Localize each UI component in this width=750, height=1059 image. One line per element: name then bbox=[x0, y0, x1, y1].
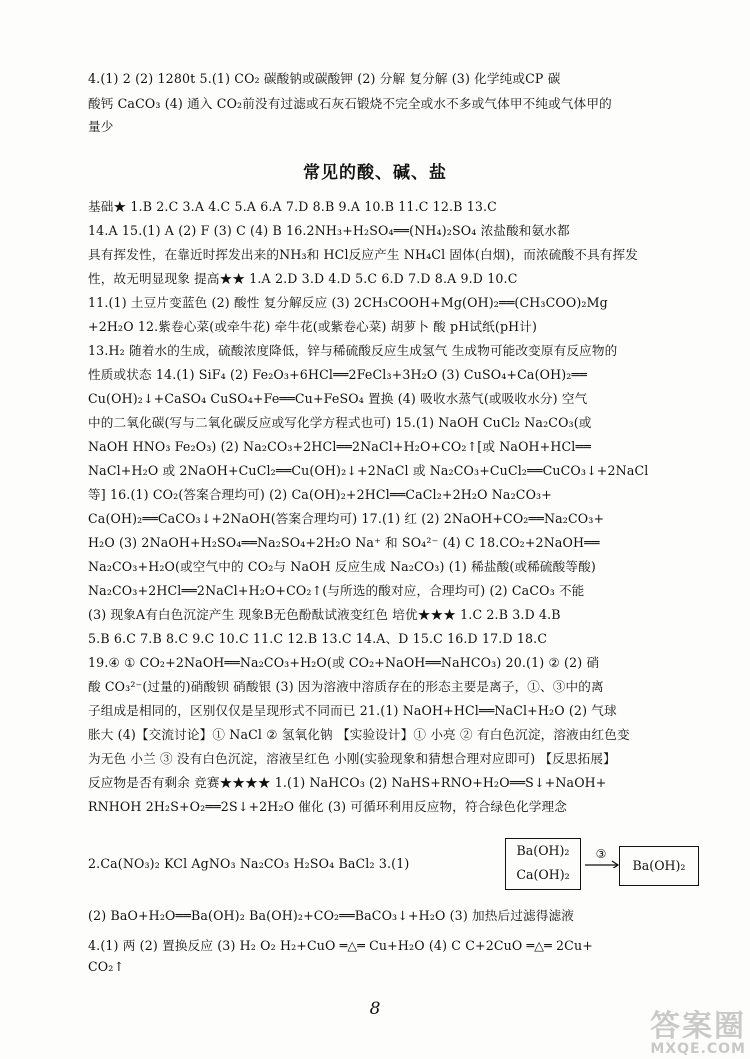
body-line: Cu(OH)₂↓+CaSO₄ CuSO₄+Fe══Cu+FeSO₄ 置换 (4) 吸收水蒸气(或吸收水分) 空气 bbox=[88, 391, 588, 406]
body-line: 为无色 小兰 ③ 没有白色沉淀，溶液呈红色 小刚(实验现象和猜想合理对应即可) 【反思拓展】 bbox=[88, 751, 616, 766]
body-line: Na₂CO₃+H₂O(或空气中的 CO₂与 NaOH 反应生成 Na₂CO₃) (1) 稀盐酸(或稀硫酸等酸) bbox=[88, 559, 596, 574]
watermark-logo bbox=[598, 1009, 746, 1058]
body-line: Ca(OH)₂══CaCO₃↓+2NaOH(答案合理均可) 17.(1) 红 (2) 2NaOH+CO₂══Na₂CO₃+ bbox=[88, 511, 605, 526]
body-line: 中的二氧化碳(写与二氧化碳反应或写化学方程式也可) 15.(1) NaOH CuCl₂ Na₂CO₃(或 bbox=[88, 415, 592, 430]
body-line: 14.A 15.(1) A (2) F (3) C (4) B 16.2NH₃+H₂SO₄══(NH₄)₂SO₄ 浓盐酸和氨水都 bbox=[88, 223, 570, 238]
intro-line: 4.(1) 2 (2) 1280t 5.(1) CO₂ 碳酸钠或碳酸钾 (2) 分解 复分解 (3) 化学纯或CP 碳 bbox=[88, 71, 561, 86]
section-title: 常见的酸、碱、盐 bbox=[303, 163, 447, 183]
arrow-label: ③ bbox=[595, 848, 607, 861]
body-line: +2H₂O 12.紫卷心菜(或牵牛花) 牵牛花(或紫卷心菜) 胡萝卜 酸 pH试纸(pH计) bbox=[88, 319, 538, 334]
body-line: RNHOH 2H₂S+O₂══2S↓+2H₂O 催化 (3) 可循环利用反应物，符合绿色化学理念 bbox=[88, 799, 567, 814]
body-line: (3) 现象A有白色沉淀产生 现象B无色酚酞试液变红色 培优★★★ 1.C 2.B 3.D 4.B bbox=[88, 607, 561, 622]
tail-line: CO₂↑ bbox=[88, 959, 125, 974]
body-line: 11.(1) 土豆片变蓝色 (2) 酸性 复分解反应 (3) 2CH₃COOH+Mg(OH)₂══(CH₃COO)₂Mg bbox=[88, 295, 608, 310]
body-line: 具有挥发性，在靠近时挥发出来的NH₃和 HCl反应产生 NH₄Cl 固体(白烟)，而浓硫酸不具有挥发 bbox=[88, 247, 638, 262]
body-line: NaOH HNO₃ Fe₂O₃) (2) Na₂CO₃+2HCl══2NaCl+H₂O+CO₂↑[或 NaOH+HCl══ bbox=[88, 439, 591, 454]
body-line: 反应物是否有剩余 竞赛★★★★ 1.(1) NaHCO₃ (2) NaHS+RNO+H₂O══S↓+NaOH+ bbox=[88, 775, 607, 790]
watermark-bottom: MXQE.COM bbox=[650, 1041, 746, 1057]
page-number: 8 bbox=[369, 999, 381, 1019]
body-line: 性，故无明显现象 提高★★ 1.A 2.D 3.D 4.D 5.C 6.D 7.D 8.A 9.D 10.C bbox=[88, 271, 518, 286]
body-line: 基础★ 1.B 2.C 3.A 4.C 5.A 6.A 7.D 8.B 9.A 10.B 11.C 12.B 13.C bbox=[88, 199, 497, 214]
body-line: 胀大 (4)【交流讨论】① NaCl ② 氢氧化钠 【实验设计】① 小亮 ② 有白色沉淀，溶液由红色变 bbox=[88, 727, 630, 742]
body-line: 5.B 6.C 7.B 8.C 9.C 10.C 11.C 12.B 13.C 14.A、D 15.C 16.D 17.D 18.C bbox=[88, 631, 548, 646]
tail-line: 4.(1) 两 (2) 置换反应 (3) H₂ O₂ H₂+CuO ═△═ Cu+H₂O (4) C C+2CuO ═△═ 2Cu+ bbox=[88, 938, 593, 953]
question-2-line: 2.Ca(NO₃)₂ KCl AgNO₃ Na₂CO₃ H₂SO₄ BaCl₂ 3.(1) bbox=[88, 856, 410, 871]
conversion-diagram bbox=[505, 838, 705, 898]
body-line: 19.④ ① CO₂+2NaOH══Na₂CO₃+H₂O(或 CO₂+NaOH══NaHCO₃) 20.(1) ② (2) 硝 bbox=[88, 655, 600, 670]
body-line: 13.H₂ 随着水的生成，硫酸浓度降低，锌与稀硫酸反应生成氢气 生成物可能改变原有反应物的 bbox=[88, 343, 618, 358]
reactant-line: Ca(OH)₂ bbox=[516, 867, 570, 882]
body-line: 等] 16.(1) CO₂(答案合理均可) (2) Ca(OH)₂+2HCl══CaCl₂+2H₂O Na₂CO₃+ bbox=[88, 487, 552, 502]
product-box: Ba(OH)₂ bbox=[619, 846, 699, 886]
reactant-box bbox=[505, 838, 581, 890]
intro-line: 量少 bbox=[88, 119, 114, 134]
body-line: H₂O (3) 2NaOH+H₂SO₄══Na₂SO₄+2H₂O Na⁺ 和 SO₄²⁻ (4) C 18.CO₂+2NaOH══ bbox=[88, 535, 600, 550]
intro-line: 酸钙 CaCO₃ (4) 通入 CO₂前没有过滤或石灰石锻烧不完全或水不多或气体甲不纯或气体甲的 bbox=[88, 96, 612, 111]
body-line: 子组成是相同的，区别仅仅是呈现形式不同而已 21.(1) NaOH+HCl══NaCl+H₂O (2) 气球 bbox=[88, 703, 617, 718]
body-line: 性质或状态 14.(1) SiF₄ (2) Fe₂O₃+6HCl══2FeCl₃+3H₂O (3) CuSO₄+Ca(OH)₂══ bbox=[88, 367, 587, 382]
body-line: 酸 CO₃²⁻(过量的)硝酸钡 硝酸银 (3) 因为溶液中溶质存在的形态主要是离子，①、③中的离 bbox=[88, 679, 604, 694]
reactant-line: Ba(OH)₂ bbox=[516, 843, 570, 858]
watermark-top: 答案圈 bbox=[650, 1009, 746, 1044]
body-line: Na₂CO₃+2HCl══2NaCl+H₂O+CO₂↑(与所选的酸对应，合理均可) (2) CaCO₃ 不能 bbox=[88, 583, 585, 598]
body-line: NaCl+H₂O 或 2NaOH+CuCl₂══Cu(OH)₂↓+2NaCl 或 Na₂CO₃+CuCl₂══CuCO₃↓+2NaCl bbox=[88, 463, 649, 478]
arrow-icon bbox=[583, 848, 623, 868]
tail-line: (2) BaO+H₂O══Ba(OH)₂ Ba(OH)₂+CO₂══BaCO₃↓+H₂O (3) 加热后过滤得滤液 bbox=[88, 908, 574, 923]
